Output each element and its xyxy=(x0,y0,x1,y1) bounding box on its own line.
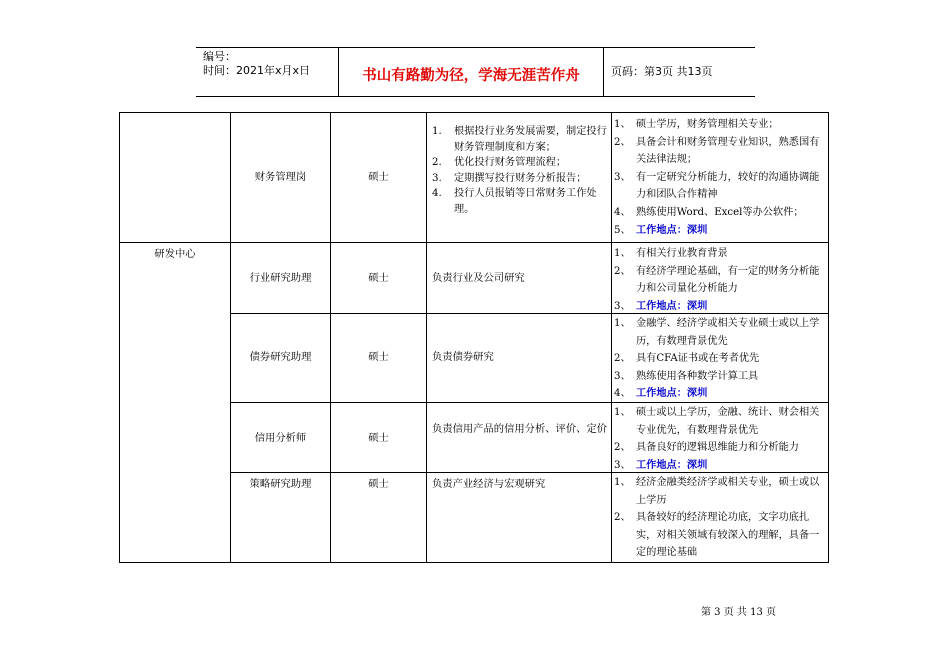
degree-cell: 硕士 xyxy=(368,272,389,284)
department-cell: 研发中心 xyxy=(154,248,196,260)
list-item: 2、 有经济学理论基础，有一定的财务分析能力和公司量化分析能力 xyxy=(614,265,820,295)
requirements-list xyxy=(614,474,826,562)
list-item: 3. 定期撰写投行财务分析报告； xyxy=(432,172,587,184)
duties-list xyxy=(432,124,608,217)
document-date-label: 时间：2021年x月x日 xyxy=(203,64,311,77)
table-rule xyxy=(119,562,829,563)
table-rule xyxy=(119,112,120,563)
list-item: 1、 硕士或以上学历，金融、统计、财会相关专业优先，有数理背景优先 xyxy=(614,407,820,436)
list-item: 1、 经济金融类经济学或相关专业，硕士或以上学历 xyxy=(614,477,820,506)
requirements-list xyxy=(614,404,826,474)
work-location: 3、 工作地点：深圳 xyxy=(614,459,708,471)
work-location: 4、 工作地点：深圳 xyxy=(614,388,708,400)
list-item: 2. 优化投行财务管理流程； xyxy=(432,157,567,168)
list-item: 2、 具备会计和财务管理专业知识，熟悉国有关法律法规； xyxy=(614,136,820,166)
duty-cell: 负责信用产品的信用分析、评价、定价 xyxy=(432,423,608,435)
position-cell: 策略研究助理 xyxy=(249,478,312,490)
degree-cell: 硕士 xyxy=(368,432,389,444)
degree-cell: 硕士 xyxy=(368,171,389,183)
list-item: 2、 具备良好的逻辑思维能力和分析能力 xyxy=(614,442,799,454)
header-top-rule xyxy=(196,47,755,48)
table-rule xyxy=(119,242,829,243)
header-motto: 书山有路勤为径，学海无涯苦作舟 xyxy=(362,68,580,84)
requirements-list xyxy=(614,245,826,315)
page-number-label: 页码：第3页 共13页 xyxy=(611,65,713,78)
requirements-list xyxy=(614,116,826,239)
position-cell: 行业研究助理 xyxy=(249,272,312,284)
list-item: 1、 硕士学历，财务管理相关专业； xyxy=(614,119,779,130)
list-item: 3、 有一定研究分析能力，较好的沟通协调能力和团队合作精神 xyxy=(614,171,820,201)
degree-cell: 硕士 xyxy=(368,351,389,363)
table-rule xyxy=(611,112,612,563)
position-cell: 信用分析师 xyxy=(254,432,307,444)
duty-cell: 负责行业及公司研究 xyxy=(432,272,525,284)
list-item: 1、 金融学、经济学或相关专业硕士或以上学历，有数理背景优先 xyxy=(614,318,820,347)
header-bottom-rule xyxy=(196,96,755,97)
table-rule xyxy=(426,112,427,563)
list-item: 1、 有相关行业教育背景 xyxy=(614,248,728,259)
document-number-label: 编号： xyxy=(203,50,236,63)
list-item: 4、 熟练使用Word、Excel等办公软件； xyxy=(614,206,804,218)
table-rule xyxy=(119,112,829,113)
duty-cell: 负责产业经济与宏观研究 xyxy=(432,478,546,490)
position-cell: 财务管理岗 xyxy=(254,171,307,183)
list-item: 3、 熟练使用各种数学计算工具 xyxy=(614,370,759,382)
table-rule xyxy=(828,112,829,563)
header-divider-right xyxy=(603,47,604,97)
duty-cell: 负责债券研究 xyxy=(432,351,494,363)
page-footer: 第 3 页 共 13 页 xyxy=(701,607,776,618)
position-cell: 债券研究助理 xyxy=(249,351,312,363)
list-item: 1. 根据投行业务发展需要，制定投行财务管理制度和方案； xyxy=(432,126,607,153)
work-location: 3、 工作地点：深圳 xyxy=(614,300,708,312)
work-location: 5、 工作地点：深圳 xyxy=(614,224,708,236)
list-item: 4. 投行人员报销等日常财务工作处理。 xyxy=(432,188,597,215)
requirements-list xyxy=(614,315,826,403)
list-item: 2、 具备较好的经济理论功底，文字功底扎实，对相关领域有较深入的理解，具备一定的理论基础 xyxy=(614,512,820,559)
list-item: 2、 具有CFA证书或在考者优先 xyxy=(614,353,760,365)
degree-cell: 硕士 xyxy=(368,478,389,490)
